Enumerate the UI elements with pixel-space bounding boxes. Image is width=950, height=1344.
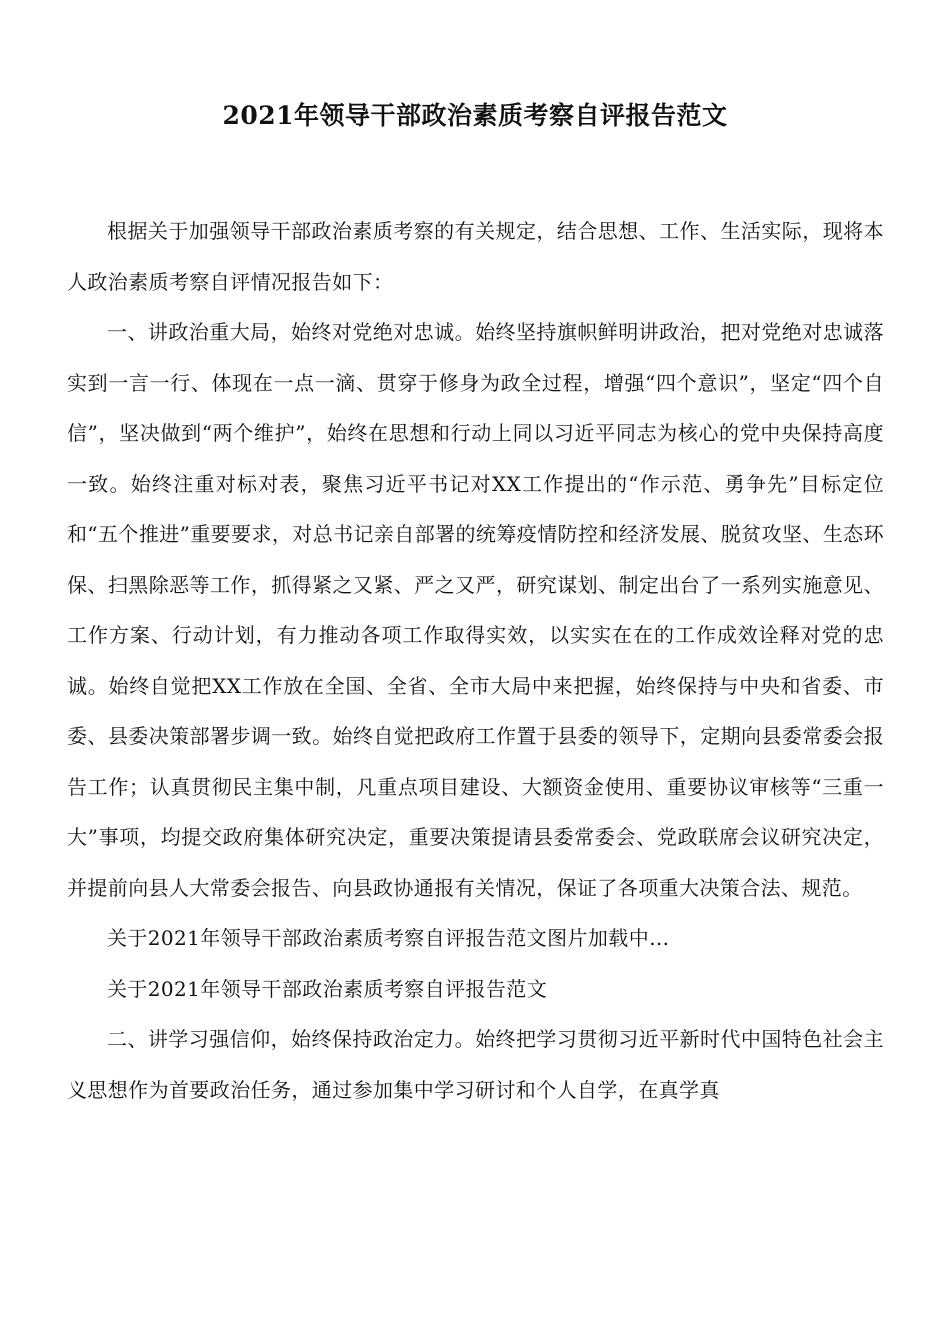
section-two-paragraph: 二、讲学习强信仰，始终保持政治定力。始终把学习贯彻习近平新时代中国特色社会主义思想作为首要政治任务，通过参加集中学习研讨和个人自学，在真学真 [67,1027,884,1102]
related-title-line: 关于2021年领导干部政治素质考察自评报告范文 [107,976,548,1001]
image-loading-caption: 关于2021年领导干部政治素质考察自评报告范文图片加载中… [107,926,670,950]
document-title: 2021年领导干部政治素质考察自评报告范文 [222,101,728,130]
section-one-paragraph: 一、讲政治重大局，始终对党绝对忠诚。始终坚持旗帜鲜明讲政治，把对党绝对忠诚落实到一言一行、体现在一点一滴、贯穿于修身为政全过程，增强“四个意识”，坚定“四个自信”，坚决做到“两个维护”，始终在思想和行动上同以习近平同志为核心的党中央保持高度一致。始终注重对标对表，聚焦习近平书记对XX工作提出的“作示范、勇争先”目标定位和“五个推进”重要要求，对总书记亲自部署的统筹疫情防控和经济发展、脱贫攻坚、生态环保、扫黑除恶等工作，抓得紧之又紧、严之又严，研究谋划、制定出台了一系列实施意见、工作方案、行动计划，有力推动各项工作取得实效，以实实在在的工作成效诠释对党的忠诚。始终自觉把XX工作放在全国、全省、全市大局中来把握，始终保持与中央和省委、市委、县委决策部署步调一致。始终自觉把政府工作置于县委的领导下，定期向县委常委会报告工作；认真贯彻民主集中制，凡重点项目建设、大额资金使用、重要协议审核等“三重一大”事项，均提交政府集体研究决定，重要决策提请县委常委会、党政联席会议研究决定，并提前向县人大常委会报告、向县政协通报有关情况，保证了各项重大决策合法、规范。 [67,320,884,900]
intro-paragraph: 根据关于加强领导干部政治素质考察的有关规定，结合思想、工作、生活实际，现将本人政治素质考察自评情况报告如下： [67,219,884,294]
document-body [67,206,884,1115]
